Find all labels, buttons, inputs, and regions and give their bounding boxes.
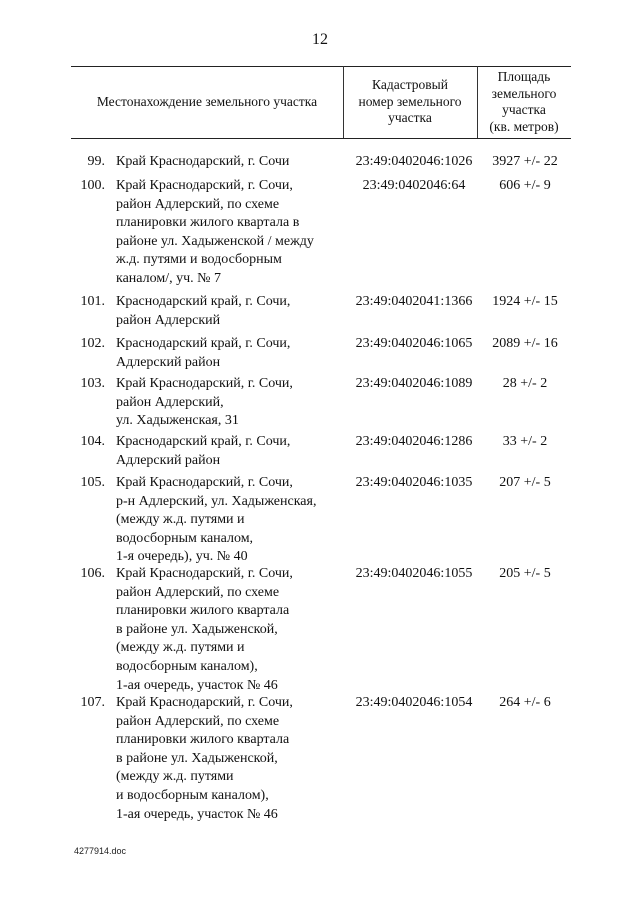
row-cadastral-number: 23:49:0402041:1366 [355,294,473,309]
row-number: 105. [80,475,105,490]
row-number: 104. [80,434,105,449]
row-number: 107. [80,695,105,710]
row-location: Край Краснодарский, г. Сочи, р-н Адлерский, ул. Хадыженская, (между ж.д. путями и водосборным каналом, 1-я очередь), уч. № 40 [116,475,317,565]
header-location: Местонахождение земельного участка [96,93,318,109]
row-number: 106. [80,566,105,581]
row-cadastral-number: 23:49:0402046:1286 [355,434,473,449]
row-location: Краснодарский край, г. Сочи, район Адлерский [116,294,291,328]
header-area: Площадь земельного участка (кв. метров) [489,69,559,134]
header-bottom-rule [71,138,571,139]
row-cadastral-number: 23:49:0402046:1089 [355,376,473,391]
document-filename: 4277914.doc [74,846,127,856]
row-number: 103. [80,376,105,391]
row-number: 100. [80,178,105,193]
row-area: 1924 +/- 15 [492,294,558,309]
header-cadastral-number: Кадастровый номер земельного участка [358,77,462,126]
row-area: 606 +/- 9 [499,178,551,193]
row-area: 205 +/- 5 [499,566,551,581]
row-number: 102. [80,336,105,351]
row-number: 99. [87,154,105,169]
row-area: 3927 +/- 22 [492,154,558,169]
row-location: Край Краснодарский, г. Сочи, район Адлерский, ул. Хадыженская, 31 [116,376,293,429]
row-cadastral-number: 23:49:0402046:1035 [355,475,473,490]
row-area: 33 +/- 2 [502,434,548,449]
page-number: 12 [312,31,328,48]
row-location: Край Краснодарский, г. Сочи, район Адлерский, по схеме планировки жилого квартала в районе ул. Хадыженской, (между ж.д. путями и водосборным каналом), 1-ая очередь, участок № 46 [116,695,293,822]
row-cadastral-number: 23:49:0402046:1026 [355,154,473,169]
row-area: 2089 +/- 16 [492,336,558,351]
row-area: 207 +/- 5 [499,475,551,490]
row-location: Краснодарский край, г. Сочи, Адлерский район [116,336,291,370]
row-cadastral-number: 23:49:0402046:1065 [355,336,473,351]
row-area: 264 +/- 6 [499,695,551,710]
row-location: Край Краснодарский, г. Сочи [116,154,290,169]
row-number: 101. [80,294,105,309]
row-cadastral-number: 23:49:0402046:64 [362,178,466,193]
row-cadastral-number: 23:49:0402046:1054 [355,695,473,710]
row-location: Край Краснодарский, г. Сочи, район Адлерский, по схеме планировки жилого квартала в районе ул. Хадыженской, (между ж.д. путями и водосборным каналом), 1-ая очередь, участок № 46 [116,566,293,693]
row-cadastral-number: 23:49:0402046:1055 [355,566,473,581]
row-location: Краснодарский край, г. Сочи, Адлерский район [116,434,291,468]
row-location: Край Краснодарский, г. Сочи, район Адлерский, по схеме планировки жилого квартала в районе ул. Хадыженской / между ж.д. путями и водосборным каналом/, уч. № 7 [116,178,314,286]
row-area: 28 +/- 2 [502,376,548,391]
